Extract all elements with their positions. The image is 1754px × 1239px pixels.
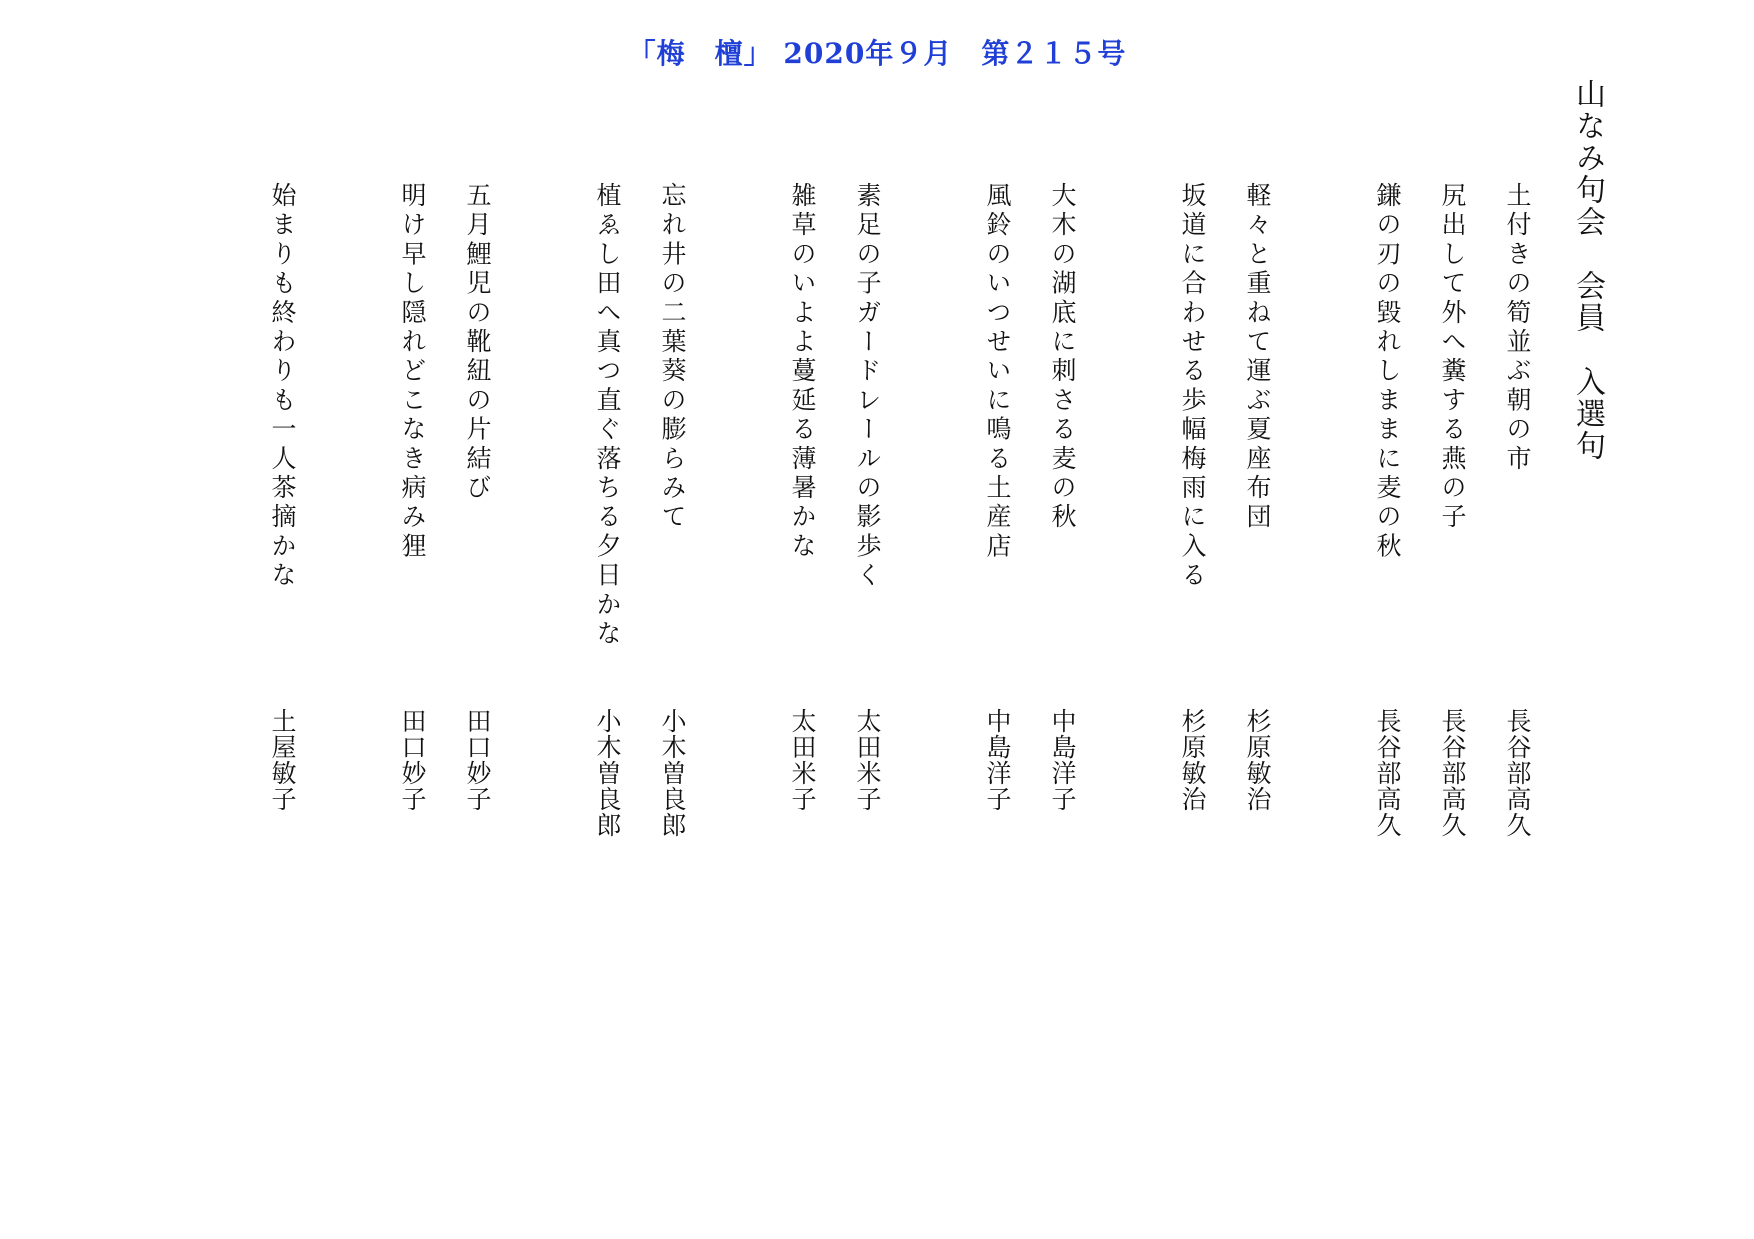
poem-author: 長谷部高久 [1373, 708, 1402, 838]
poem-text: 雑草のいよよ蔓延る薄暑かな [788, 182, 817, 562]
poem-author: 小木曽良郎 [593, 708, 622, 838]
poem-author: 長谷部高久 [1438, 708, 1467, 838]
page-header: 「梅 檀」 2020年９月 第２１５号 [627, 37, 1127, 70]
poem-author: 太田米子 [788, 708, 817, 812]
poem-author: 中島洋子 [983, 708, 1012, 812]
poem-text: 軽々と重ねて運ぶ夏座布団 [1243, 182, 1272, 533]
poem-text: 風鈴のいつせいに鳴る土産店 [983, 182, 1012, 562]
poem-author: 小木曽良郎 [658, 708, 687, 838]
poem-author: 杉原敏治 [1243, 708, 1272, 812]
poem-author: 中島洋子 [1048, 708, 1077, 812]
poem-author: 太田米子 [853, 708, 882, 812]
poem-text: 土付きの筍並ぶ朝の市 [1503, 182, 1532, 474]
poem-text: 始まりも終わりも一人茶摘かな [268, 182, 297, 591]
poem-author: 田口妙子 [398, 708, 427, 812]
section-title: 山なみ句会 会員 入選句 [1570, 78, 1605, 462]
poem-text: 坂道に合わせる歩幅梅雨に入る [1178, 182, 1207, 591]
poem-text: 大木の湖底に刺さる麦の秋 [1048, 182, 1077, 533]
poem-author: 杉原敏治 [1178, 708, 1207, 812]
poem-author: 長谷部高久 [1503, 708, 1532, 838]
poem-text: 明け早し隠れどこなき病み狸 [398, 182, 427, 562]
poem-text: 素足の子ガードレールの影歩く [853, 182, 882, 591]
poem-text: 尻出して外へ糞する燕の子 [1438, 182, 1467, 533]
poem-text: 鎌の刃の毀れしままに麦の秋 [1373, 182, 1402, 562]
poem-text: 忘れ井の二葉葵の膨らみて [658, 182, 687, 533]
poem-text: 植ゑし田へ真つ直ぐ落ちる夕日かな [593, 182, 622, 650]
poem-author: 土屋敏子 [268, 708, 297, 812]
poem-text: 五月鯉児の靴紐の片結び [463, 182, 492, 504]
poem-author: 田口妙子 [463, 708, 492, 812]
